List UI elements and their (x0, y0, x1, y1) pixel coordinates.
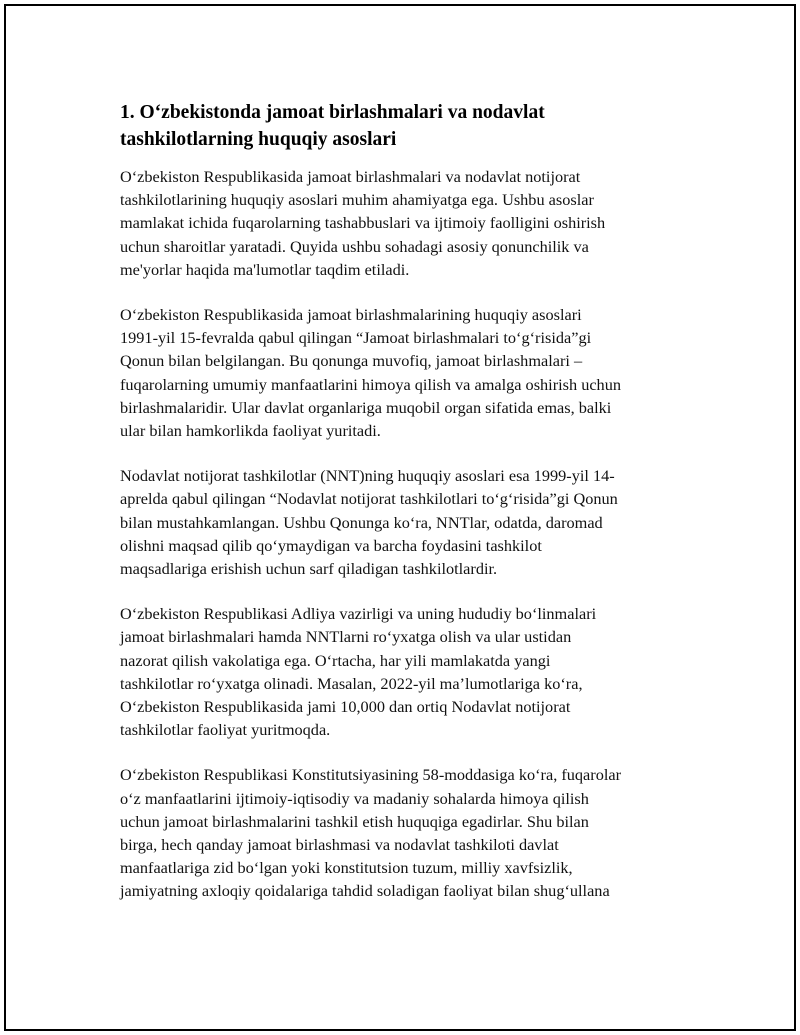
text-line: uchun jamoat birlashmalarini tashkil etish huquqiga egadirlar. Shu bilan (120, 811, 589, 831)
text-line: O‘zbekiston Respublikasida jamoat birlashmalari va nodavlat notijorat (120, 167, 581, 186)
text-line: uchun sharoitlar yaratadi. Quyida ushbu sohadagi asosiy qonunchilik va (120, 236, 589, 256)
text-line: olishni maqsad qilib qo‘ymaydigan va barcha foydasini tashkilot (120, 535, 542, 555)
text-line: maqsadlariga erishish uchun sarf qiladigan tashkilotlardir. (120, 559, 498, 579)
text-line: O‘zbekiston Respublikasida jami 10,000 dan ortiq Nodavlat notijorat (120, 697, 571, 717)
text-line: tashkilotlar faoliyat yuritmoqda. (120, 720, 331, 740)
text-line: o‘z manfaatlarini ijtimoiy-iqtisodiy va madaniy sohalarda himoya qilish (120, 788, 589, 808)
text-line: bilan mustahkamlangan. Ushbu Qonunga ko‘ra, NNTlar, odatda, daromad (120, 512, 603, 532)
text-line: tashkilotlar ro‘yxatga olinadi. Masalan, 2022-yil ma’lumotlariga ko‘ra, (120, 673, 583, 693)
paragraph-ngo-law (120, 464, 696, 580)
section-heading (120, 99, 696, 153)
text-line: fuqarolarning umumiy manfaatlarini himoya qilish va amalga oshirish uchun (120, 374, 621, 394)
heading-line: 1. O‘zbekistonda jamoat birlashmalari va nodavlat (120, 102, 545, 123)
text-line: O‘zbekiston Respublikasida jamoat birlashmalarining huquqiy asoslari (120, 305, 582, 325)
text-line: tashkilotlarining huquqiy asoslari muhim ahamiyatga ega. Ushbu asoslar (120, 190, 594, 210)
text-line: aprelda qabul qilingan “Nodavlat notijorat tashkilotlari to‘g‘risida”gi Qonun (120, 489, 618, 509)
text-line: O‘zbekiston Respublikasi Adliya vazirligi va uning hududiy bo‘linmalari (120, 604, 597, 624)
text-line: jamiyatning axloqiy qoidalariga tahdid soladigan faoliyat bilan shug‘ullana (120, 881, 610, 901)
heading-line: tashkilotlarning huquqiy asoslari (120, 129, 397, 150)
paragraph-ministry-of-justice (120, 602, 696, 741)
text-line: mamlakat ichida fuqarolarning tashabbuslari va ijtimoiy faolligini oshirish (120, 213, 606, 233)
document-content (120, 99, 696, 925)
text-line: manfaatlariga zid bo‘lgan yoki konstitutsion tuzum, milliy xavfsizlik, (120, 858, 573, 878)
page-frame (4, 4, 796, 1031)
paragraph-public-associations (120, 303, 696, 442)
text-line: birga, hech qanday jamoat birlashmasi va nodavlat tashkiloti davlat (120, 835, 559, 855)
text-line: 1991-yil 15-fevralda qabul qilingan “Jamoat birlashmalari to‘g‘risida”gi (120, 328, 592, 348)
text-line: me'yorlar haqida ma'lumotlar taqdim etiladi. (120, 259, 410, 279)
text-line: Nodavlat notijorat tashkilotlar (NNT)ning huquqiy asoslari esa 1999-yil 14- (120, 466, 615, 486)
paragraph-intro (120, 165, 696, 281)
paragraph-constitution (120, 763, 696, 902)
text-line: birlashmalaridir. Ular davlat organlariga muqobil organ sifatida emas, balki (120, 397, 612, 417)
text-line: O‘zbekiston Respublikasi Konstitutsiyasining 58-moddasiga ko‘ra, fuqarolar (120, 765, 622, 785)
text-line: jamoat birlashmalari hamda NNTlarni ro‘yxatga olish va ular ustidan (120, 627, 572, 647)
text-line: Qonun bilan belgilangan. Bu qonunga muvofiq, jamoat birlashmalari – (120, 351, 583, 371)
text-line: nazorat qilish vakolatiga ega. O‘rtacha, har yili mamlakatda yangi (120, 650, 551, 670)
text-line: ular bilan hamkorlikda faoliyat yuritadi. (120, 421, 381, 441)
